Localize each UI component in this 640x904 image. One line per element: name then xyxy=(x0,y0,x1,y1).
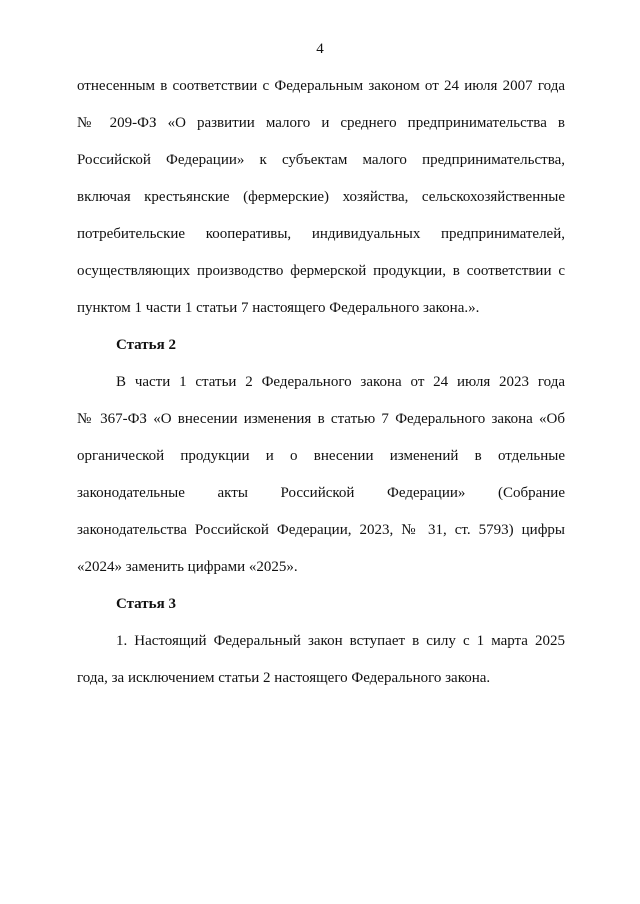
text-line: законодательства Российской Федерации, 2023, № 31, ст. 5793) цифры xyxy=(77,522,565,538)
text-line: № 367-ФЗ «О внесении изменения в статью 7 Федерального закона «Об xyxy=(77,411,565,427)
text-line: пунктом 1 части 1 статьи 7 настоящего Федерального закона.». xyxy=(77,300,480,316)
page-number: 4 xyxy=(316,41,324,57)
article-3-paragraph xyxy=(77,623,565,697)
text-line: органической продукции и о внесении изменений в отдельные xyxy=(77,448,565,464)
article-2-paragraph xyxy=(77,364,565,586)
text-line: законодательные акты Российской Федерации» (Собрание xyxy=(77,485,565,501)
text-line: № 209-ФЗ «О развитии малого и среднего предпринимательства в xyxy=(77,115,565,131)
document-body xyxy=(77,68,565,697)
text-line: года, за исключением статьи 2 настоящего Федерального закона. xyxy=(77,670,491,686)
text-line: отнесенным в соответствии с Федеральным законом от 24 июля 2007 года xyxy=(77,78,565,94)
article-2-heading: Статья 2 xyxy=(116,337,176,353)
article-3-heading: Статья 3 xyxy=(116,596,176,612)
text-line: включая крестьянские (фермерские) хозяйства, сельскохозяйственные xyxy=(77,189,565,205)
text-line: осуществляющих производство фермерской продукции, в соответствии с xyxy=(77,263,565,279)
text-line: потребительские кооперативы, индивидуальных предпринимателей, xyxy=(77,226,565,242)
paragraph-continuation xyxy=(77,68,565,327)
text-line: В части 1 статьи 2 Федерального закона от 24 июля 2023 года xyxy=(116,374,565,390)
text-line: Российской Федерации» к субъектам малого предпринимательства, xyxy=(77,152,565,168)
text-line: «2024» заменить цифрами «2025». xyxy=(77,559,298,575)
text-line: 1. Настоящий Федеральный закон вступает в силу с 1 марта 2025 xyxy=(116,633,565,649)
